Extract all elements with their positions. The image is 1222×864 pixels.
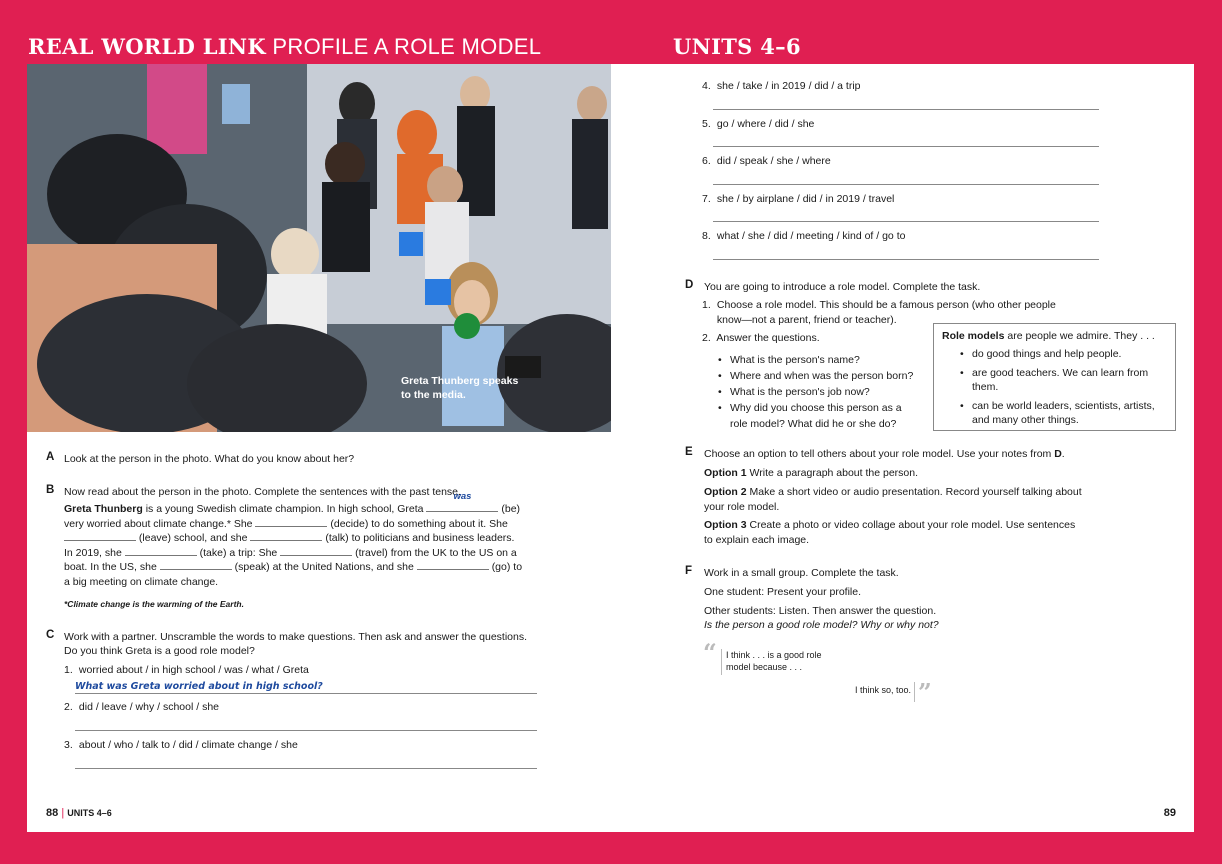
list-item <box>714 400 913 432</box>
item-text: did / speak / she / where <box>716 155 831 167</box>
step-number: 1. <box>702 299 711 311</box>
answer-line-5[interactable] <box>713 146 1099 147</box>
item-number: 3. <box>64 739 73 751</box>
item-number: 2. <box>64 701 73 713</box>
answer-line-7[interactable] <box>713 221 1099 222</box>
section-c-instruction: Work with a partner. Unscramble the words to make questions. Then ask and answer the questions. <box>64 631 528 643</box>
question-item-4 <box>702 79 861 94</box>
answer-line-3[interactable] <box>75 768 537 769</box>
question-item-2 <box>64 700 219 715</box>
option-text: Write a paragraph about the person. <box>749 467 919 479</box>
blank-go[interactable] <box>417 560 489 570</box>
speech-quote-2: I think so, too. <box>855 685 912 695</box>
verb-speak: (speak) at the United Nations, and she <box>234 561 414 573</box>
question-item-3 <box>64 738 298 753</box>
item-number: 8. <box>702 230 711 242</box>
right-page-header <box>673 34 801 60</box>
item-text: what / she / did / meeting / kind of / go to <box>716 230 906 242</box>
answer-was: was <box>453 491 472 502</box>
verb-travel: (travel) from the UK to the US on a <box>355 546 517 559</box>
para-line6: a big meeting on climate change. <box>64 575 219 588</box>
instruction-text: Choose an option to tell others about your role model. Use your notes from <box>704 448 1052 460</box>
blank-talk[interactable] <box>250 531 322 541</box>
section-f-line1: One student: Present your profile. <box>704 586 862 598</box>
section-c-question: Do you think Greta is a good role model? <box>64 645 255 657</box>
item-text: she / take / in 2019 / did / a trip <box>716 80 861 92</box>
open-quote-icon: “ <box>703 638 717 667</box>
list-item <box>956 366 1167 394</box>
step-1-line-a: Choose a role model. This should be a famous person (who other people <box>716 299 1056 311</box>
verb-take: (take) a trip: She <box>199 546 278 559</box>
step-2 <box>702 331 820 346</box>
item-number: 5. <box>702 118 711 130</box>
option-text-cont: to explain each image. <box>704 533 810 546</box>
item-text: about / who / talk to / did / climate change / she <box>78 739 298 751</box>
item-number: 4. <box>702 80 711 92</box>
section-f-question: Is the person a good role model? Why or why not? <box>704 619 939 631</box>
item-number: 1. <box>64 664 73 676</box>
answer-line-8[interactable] <box>713 259 1099 260</box>
role-model-box <box>933 323 1176 431</box>
close-quote-icon: ” <box>918 678 932 707</box>
option-label: Option 3 <box>704 519 747 531</box>
section-b-label: B <box>46 484 55 496</box>
box-list <box>942 347 1167 427</box>
box-bold-term: Role models <box>942 330 1005 342</box>
item-text: worried about / in high school / was / what / Greta <box>78 664 309 676</box>
verb-talk: (talk) to politicians and business leaders. <box>325 532 515 544</box>
section-b-instruction: Now read about the person in the photo. Complete the sentences with the past tense. <box>64 486 461 498</box>
list-item-line: and many other things. <box>972 414 1079 426</box>
units-title: UNITS 4–6 <box>673 34 801 59</box>
blank-be[interactable] <box>426 491 498 512</box>
section-e-instruction: Choose an option to tell others about your role model. Use your notes from D. <box>704 448 1065 460</box>
list-item: • do good things and help people. <box>956 347 1167 361</box>
option-text: Make a short video or audio presentation. Record yourself talking about <box>749 486 1082 498</box>
answer-line-2[interactable] <box>75 730 537 731</box>
item-number: 7. <box>702 193 711 205</box>
para-line1: is a young Swedish climate champion. In high school, Greta <box>145 503 424 515</box>
verb-be: (be) <box>501 503 521 515</box>
para-line5: boat. In the US, she <box>64 561 157 573</box>
list-item-line: role model? What did he or she do? <box>730 418 897 430</box>
step-1-line-b: know—not a parent, friend or teacher). <box>716 313 897 326</box>
item-text: go / where / did / she <box>716 118 815 130</box>
photo-caption: Greta Thunberg speaks to the media. <box>401 375 519 401</box>
page-number-right: 89 <box>1163 807 1176 819</box>
section-a-text: Look at the person in the photo. What do you know about her? <box>64 453 355 465</box>
section-d-label: D <box>685 279 694 291</box>
para-line4: In 2019, she <box>64 546 122 559</box>
list-item: • Where and when was the person born? <box>714 368 913 384</box>
greta-name: Greta Thunberg <box>64 503 143 515</box>
section-f-line2: Other students: Listen. Then answer the question. <box>704 605 937 617</box>
list-item: • What is the person's job now? <box>714 384 913 400</box>
handwritten-answer-1: What was Greta worried about in high school? <box>75 681 323 692</box>
answer-line-6[interactable] <box>713 184 1099 185</box>
left-footer: 88 | UNITS 4–6 <box>46 807 112 819</box>
question-item-7 <box>702 192 894 207</box>
question-item-8 <box>702 229 905 244</box>
blank-travel[interactable] <box>280 546 352 556</box>
footer-unit: UNITS 4–6 <box>67 808 112 818</box>
quote-divider <box>914 682 915 702</box>
section-d-instruction: You are going to introduce a role model. Complete the task. <box>704 281 981 293</box>
section-f-instruction: Work in a small group. Complete the task. <box>704 567 899 579</box>
list-item-line: them. <box>972 381 999 393</box>
list-item <box>956 399 1167 427</box>
section-title: REAL WORLD LINK <box>28 34 266 59</box>
item-text: did / leave / why / school / she <box>78 701 219 713</box>
answer-line-4[interactable] <box>713 109 1099 110</box>
footnote: *Climate change is the warming of the Earth. <box>64 599 244 609</box>
item-number: 6. <box>702 155 711 167</box>
quote-line: I think . . . is a good role <box>726 650 822 660</box>
page-number-left: 88 <box>46 807 59 819</box>
section-c-label: C <box>46 629 55 641</box>
section-f-label: F <box>685 565 693 577</box>
section-e-label: E <box>685 446 693 458</box>
question-item-5 <box>702 117 814 132</box>
question-item-1 <box>64 663 309 678</box>
para-line2: very worried about climate change.* She <box>64 517 253 530</box>
verb-leave: (leave) school, and she <box>138 532 248 544</box>
blank-speak[interactable] <box>160 560 232 570</box>
section-a-label: A <box>46 451 55 463</box>
list-item: • What is the person's name? <box>714 352 913 368</box>
press-photo <box>27 64 611 432</box>
option-3 <box>704 518 1075 547</box>
option-label: Option 1 <box>704 467 747 479</box>
blank-take[interactable] <box>125 546 197 556</box>
quote-divider <box>721 649 722 675</box>
box-intro: are people we admire. They . . . <box>1007 330 1155 342</box>
blank-decide[interactable] <box>255 517 327 527</box>
option-label: Option 2 <box>704 486 747 498</box>
question-item-6 <box>702 154 831 169</box>
list-item-line: can be world leaders, scientists, artists, <box>972 400 1155 412</box>
left-page-header <box>28 34 541 60</box>
list-item-line: Why did you choose this person as a <box>730 402 902 414</box>
step-number: 2. <box>702 332 711 344</box>
blank-leave[interactable] <box>64 531 136 541</box>
right-page <box>611 64 1194 832</box>
left-page <box>27 64 611 832</box>
quote-line: model because . . . <box>726 662 803 672</box>
option-2 <box>704 485 1082 514</box>
speech-quote-1 <box>726 649 822 673</box>
verb-go: (go) to <box>491 561 523 573</box>
step-2-text: Answer the questions. <box>716 332 820 344</box>
question-list <box>714 352 913 432</box>
list-item-line: are good teachers. We can learn from <box>972 367 1149 379</box>
section-subtitle: PROFILE A ROLE MODEL <box>272 34 542 59</box>
answer-line-1[interactable] <box>75 693 537 694</box>
instruction-bold: D <box>1054 448 1062 460</box>
option-1 <box>704 466 918 481</box>
item-text: she / by airplane / did / in 2019 / travel <box>716 193 895 205</box>
option-text-cont: your role model. <box>704 500 780 513</box>
option-text: Create a photo or video collage about your role model. Use sentences <box>749 519 1076 531</box>
verb-decide: (decide) to do something about it. She <box>330 517 508 530</box>
